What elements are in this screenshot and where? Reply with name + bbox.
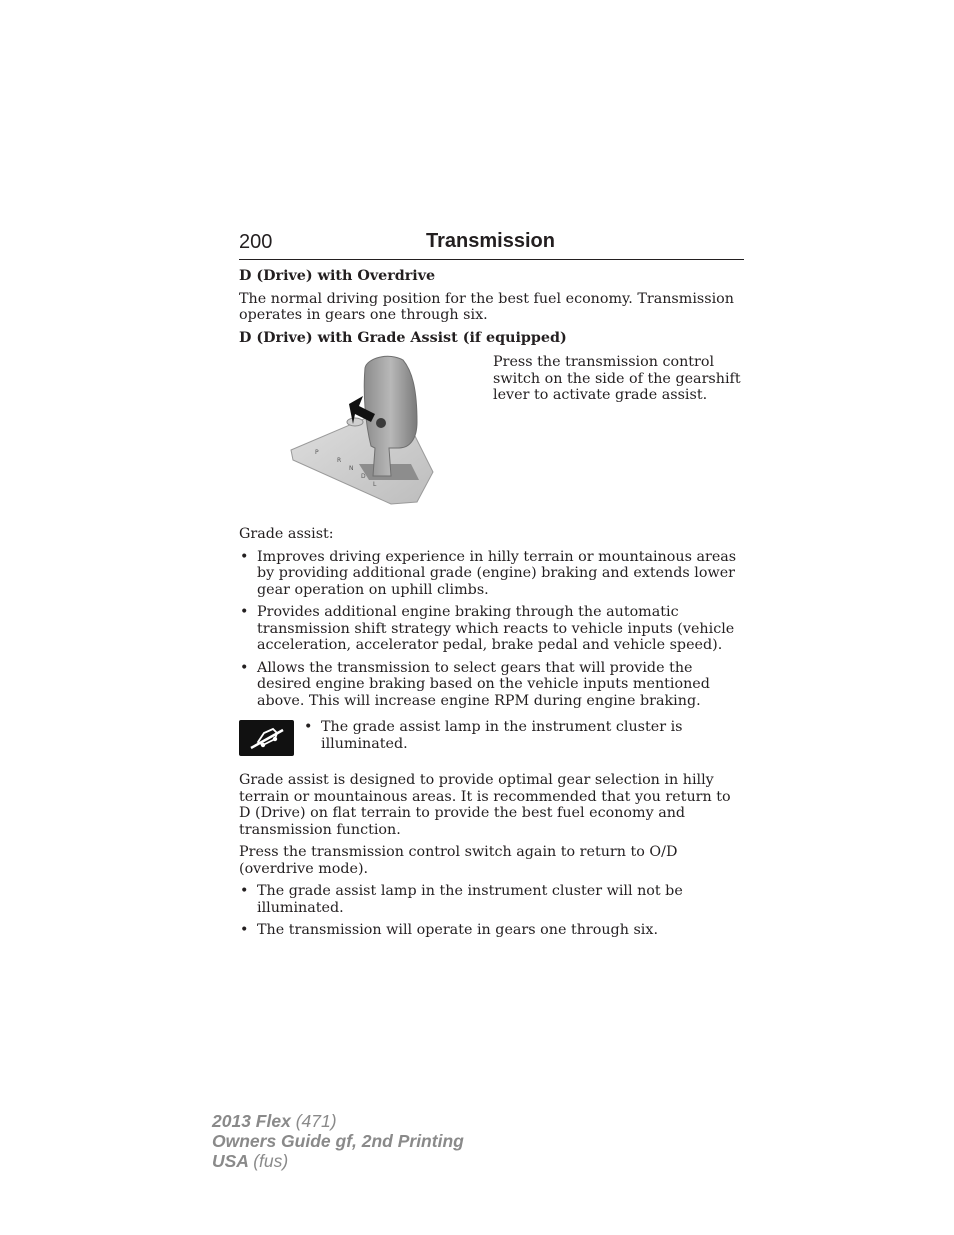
page-number: 200 xyxy=(239,231,273,253)
section-heading-grade-assist: D (Drive) with Grade Assist (if equipped) xyxy=(239,329,567,346)
footer-guide: Owners Guide gf, 2nd Printing xyxy=(212,1131,464,1151)
svg-text:D: D xyxy=(361,473,366,480)
list-item: • The grade assist lamp in the instrument cluster is illuminated. xyxy=(303,719,744,752)
gearshift-illustration xyxy=(239,352,493,520)
grade-assist-intro: Grade assist: xyxy=(239,526,334,542)
section-heading-overdrive: D (Drive) with Overdrive xyxy=(239,268,436,284)
list-item: • Provides additional engine braking through the automatic transmission shift strategy which reacts to vehicle inputs (vehicle acceleration, accelerator pedal, brake pedal and vehicle speed). xyxy=(239,604,744,654)
footer-model: 2013 Flex xyxy=(212,1111,291,1131)
svg-text:L: L xyxy=(373,481,377,488)
svg-text:N: N xyxy=(349,465,354,472)
return-overdrive-paragraph: Press the transmission control switch again to return to O/D (overdrive mode). xyxy=(239,844,678,877)
list-item: • The transmission will operate in gears one through six. xyxy=(239,922,744,939)
list-item: • Improves driving experience in hilly terrain or mountainous areas by providing additional grade (engine) braking and extends lower gear operation on uphill climbs. xyxy=(239,549,744,599)
list-item: • The grade assist lamp in the instrument cluster will not be illuminated. xyxy=(239,883,744,916)
list-item: • Allows the transmission to select gears that will provide the desired engine braking based on the vehicle inputs mentioned above. This will increase engine RPM during engine braking. xyxy=(239,660,744,710)
page-content xyxy=(239,268,744,945)
footer xyxy=(212,1111,464,1171)
svg-text:P: P xyxy=(315,449,319,456)
footer-market-code: (fus) xyxy=(253,1151,289,1171)
figure-caption: Press the transmission control switch on the side of the gearshift lever to activate grade assist. xyxy=(493,354,741,403)
lamp-row xyxy=(239,719,744,758)
footer-model-code: (471) xyxy=(295,1111,337,1131)
grade-assist-lamp-icon xyxy=(239,720,294,756)
return-bullets xyxy=(239,883,744,939)
figure-row xyxy=(239,352,744,520)
overdrive-paragraph: The normal driving position for the best fuel economy. Transmission operates in gears one through six. xyxy=(239,290,734,323)
svg-text:R: R xyxy=(337,457,342,464)
grade-assist-paragraph: Grade assist is designed to provide optimal gear selection in hilly terrain or mountainous areas. It is recommended that you return to D (Drive) on flat terrain to provide the best fuel economy and transmission function. xyxy=(239,772,731,838)
footer-market: USA xyxy=(212,1151,249,1171)
page-title: Transmission xyxy=(426,230,555,252)
page-header xyxy=(239,229,744,260)
grade-assist-bullets xyxy=(239,549,744,710)
